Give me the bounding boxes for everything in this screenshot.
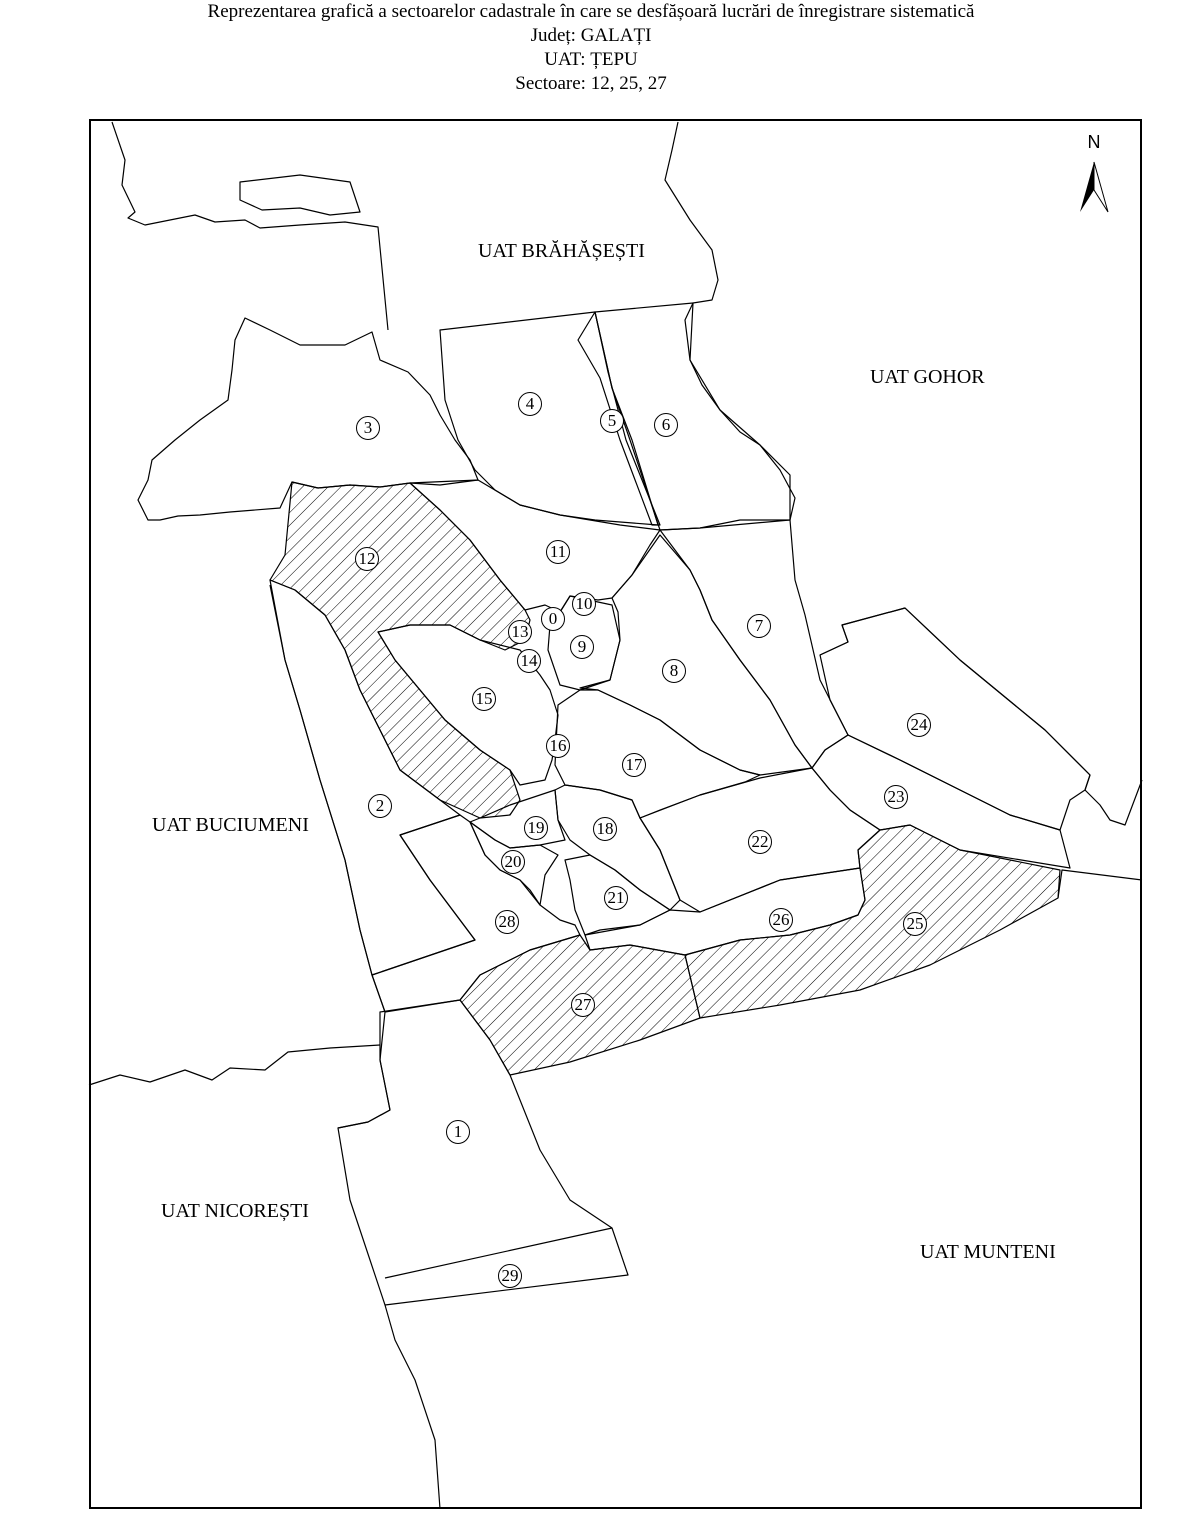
sector-marker: 3 bbox=[356, 416, 380, 440]
sector-marker: 11 bbox=[546, 540, 570, 564]
sector-marker: 6 bbox=[654, 413, 678, 437]
sector-marker: 1 bbox=[446, 1120, 470, 1144]
sector-marker: 2 bbox=[368, 794, 392, 818]
sector-marker: 24 bbox=[907, 713, 931, 737]
sector-marker: 12 bbox=[355, 547, 379, 571]
sector-marker: 15 bbox=[472, 687, 496, 711]
sector-marker: 14 bbox=[517, 649, 541, 673]
county-line: Județ: GALAȚI bbox=[530, 25, 652, 46]
sector-marker: 26 bbox=[769, 908, 793, 932]
sector-marker: 5 bbox=[600, 409, 624, 433]
sector-marker: 20 bbox=[501, 850, 525, 874]
north-label: N bbox=[1087, 132, 1101, 152]
map-title: Reprezentarea grafică a sectoarelor cadastrale în care se desfășoară lucrări de înregistrare sistematică bbox=[207, 1, 975, 22]
uat-line: UAT: ȚEPU bbox=[544, 49, 638, 70]
uat-label-munteni: UAT MUNTENI bbox=[920, 1241, 1056, 1263]
uat-label-gohor: UAT GOHOR bbox=[870, 366, 985, 388]
sector-marker: 13 bbox=[508, 620, 532, 644]
sector-marker: 21 bbox=[604, 886, 628, 910]
sector-marker: 9 bbox=[570, 635, 594, 659]
sector-marker: 4 bbox=[518, 392, 542, 416]
sector-marker: 0 bbox=[541, 607, 565, 631]
sector-marker: 18 bbox=[593, 817, 617, 841]
sector-marker: 28 bbox=[495, 910, 519, 934]
sector-marker: 22 bbox=[748, 830, 772, 854]
map-frame bbox=[89, 119, 1142, 1509]
sector-marker: 16 bbox=[546, 734, 570, 758]
uat-label-brahasesti: UAT BRĂHĂȘEȘTI bbox=[478, 240, 645, 262]
sector-marker: 10 bbox=[572, 592, 596, 616]
uat-label-buciumeni: UAT BUCIUMENI bbox=[152, 814, 309, 836]
uat-label-nicoresti: UAT NICOREȘTI bbox=[161, 1200, 309, 1222]
sector-marker: 25 bbox=[903, 912, 927, 936]
sector-marker: 8 bbox=[662, 659, 686, 683]
sector-marker: 19 bbox=[524, 816, 548, 840]
sector-marker: 17 bbox=[622, 753, 646, 777]
sectors-line: Sectoare: 12, 25, 27 bbox=[515, 73, 667, 94]
sector-marker: 29 bbox=[498, 1264, 522, 1288]
sector-marker: 7 bbox=[747, 614, 771, 638]
sector-marker: 23 bbox=[884, 785, 908, 809]
sector-marker: 27 bbox=[571, 993, 595, 1017]
